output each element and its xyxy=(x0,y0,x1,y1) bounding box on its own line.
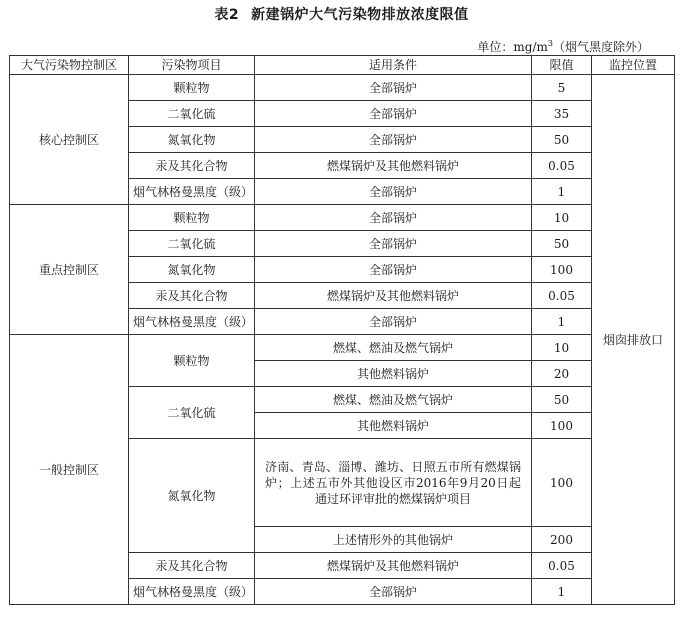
header-pollutant: 污染物项目 xyxy=(129,56,255,75)
pollutant-cell: 汞及其化合物 xyxy=(129,553,255,579)
table-title-text: 新建锅炉大气污染物排放浓度限值 xyxy=(251,7,469,23)
limit-cell: 50 xyxy=(532,127,592,153)
limit-cell: 10 xyxy=(532,205,592,231)
limit-cell: 20 xyxy=(532,361,592,387)
limit-cell: 100 xyxy=(532,257,592,283)
condition-cell: 全部锅炉 xyxy=(255,309,532,335)
pollutant-cell: 烟气林格曼黑度（级） xyxy=(129,179,255,205)
limit-cell: 50 xyxy=(532,387,592,413)
condition-cell: 全部锅炉 xyxy=(255,179,532,205)
condition-cell: 全部锅炉 xyxy=(255,231,532,257)
limit-cell: 0.05 xyxy=(532,553,592,579)
header-condition: 适用条件 xyxy=(255,56,532,75)
header-monitor: 监控位置 xyxy=(592,56,675,75)
pollutant-cell: 二氧化硫 xyxy=(129,387,255,439)
limit-cell: 100 xyxy=(532,439,592,527)
header-limit: 限值 xyxy=(532,56,592,75)
header-row xyxy=(10,56,675,75)
limit-cell: 35 xyxy=(532,101,592,127)
pollutant-cell: 颗粒物 xyxy=(129,335,255,387)
pollutant-cell: 烟气林格曼黑度（级） xyxy=(129,309,255,335)
table-row xyxy=(10,75,675,101)
pollutant-cell: 二氧化硫 xyxy=(129,231,255,257)
condition-cell: 全部锅炉 xyxy=(255,257,532,283)
condition-cell: 其他燃料锅炉 xyxy=(255,361,532,387)
limit-cell: 5 xyxy=(532,75,592,101)
condition-cell: 全部锅炉 xyxy=(255,75,532,101)
condition-cell: 全部锅炉 xyxy=(255,101,532,127)
condition-cell: 燃煤锅炉及其他燃料锅炉 xyxy=(255,283,532,309)
next-page-text-fragment xyxy=(0,626,683,632)
zone-core: 核心控制区 xyxy=(10,75,129,205)
limit-cell: 0.05 xyxy=(532,283,592,309)
condition-cell: 全部锅炉 xyxy=(255,127,532,153)
condition-cell: 燃煤、燃油及燃气锅炉 xyxy=(255,335,532,361)
zone-general: 一般控制区 xyxy=(10,335,129,605)
condition-cell: 燃煤锅炉及其他燃料锅炉 xyxy=(255,153,532,179)
limit-cell: 200 xyxy=(532,527,592,553)
monitor-location: 烟囱排放口 xyxy=(592,75,675,605)
limit-cell: 10 xyxy=(532,335,592,361)
header-zone: 大气污染物控制区 xyxy=(10,56,129,75)
zone-key: 重点控制区 xyxy=(10,205,129,335)
unit-note xyxy=(477,38,649,55)
unit-sup: 3 xyxy=(547,39,553,48)
pollutant-cell: 二氧化硫 xyxy=(129,101,255,127)
pollutant-cell: 氮氧化物 xyxy=(129,439,255,553)
condition-cell: 济南、青岛、淄博、潍坊、日照五市所有燃煤锅炉；上述五市外其他设区市2016年9月20日起通过环评审批的燃煤锅炉项目 xyxy=(255,439,532,527)
table-title xyxy=(0,4,683,24)
limit-cell: 1 xyxy=(532,309,592,335)
table-number: 表2 xyxy=(214,7,240,23)
emission-limits-table xyxy=(9,55,675,605)
pollutant-cell: 汞及其化合物 xyxy=(129,153,255,179)
limit-cell: 0.05 xyxy=(532,153,592,179)
pollutant-cell: 颗粒物 xyxy=(129,205,255,231)
condition-cell: 全部锅炉 xyxy=(255,579,532,605)
condition-cell: 燃煤、燃油及燃气锅炉 xyxy=(255,387,532,413)
limit-cell: 50 xyxy=(532,231,592,257)
unit-suffix: （烟气黑度除外） xyxy=(552,40,649,54)
condition-cell: 上述情形外的其他锅炉 xyxy=(255,527,532,553)
pollutant-cell: 颗粒物 xyxy=(129,75,255,101)
unit-prefix: 单位：mg/m xyxy=(477,40,548,54)
table-row xyxy=(10,205,675,231)
condition-cell: 全部锅炉 xyxy=(255,205,532,231)
limit-cell: 100 xyxy=(532,413,592,439)
limit-cell: 1 xyxy=(532,179,592,205)
table-row xyxy=(10,335,675,361)
pollutant-cell: 烟气林格曼黑度（级） xyxy=(129,579,255,605)
condition-cell: 燃煤锅炉及其他燃料锅炉 xyxy=(255,553,532,579)
limit-cell: 1 xyxy=(532,579,592,605)
condition-cell: 其他燃料锅炉 xyxy=(255,413,532,439)
pollutant-cell: 氮氧化物 xyxy=(129,257,255,283)
pollutant-cell: 氮氧化物 xyxy=(129,127,255,153)
pollutant-cell: 汞及其化合物 xyxy=(129,283,255,309)
